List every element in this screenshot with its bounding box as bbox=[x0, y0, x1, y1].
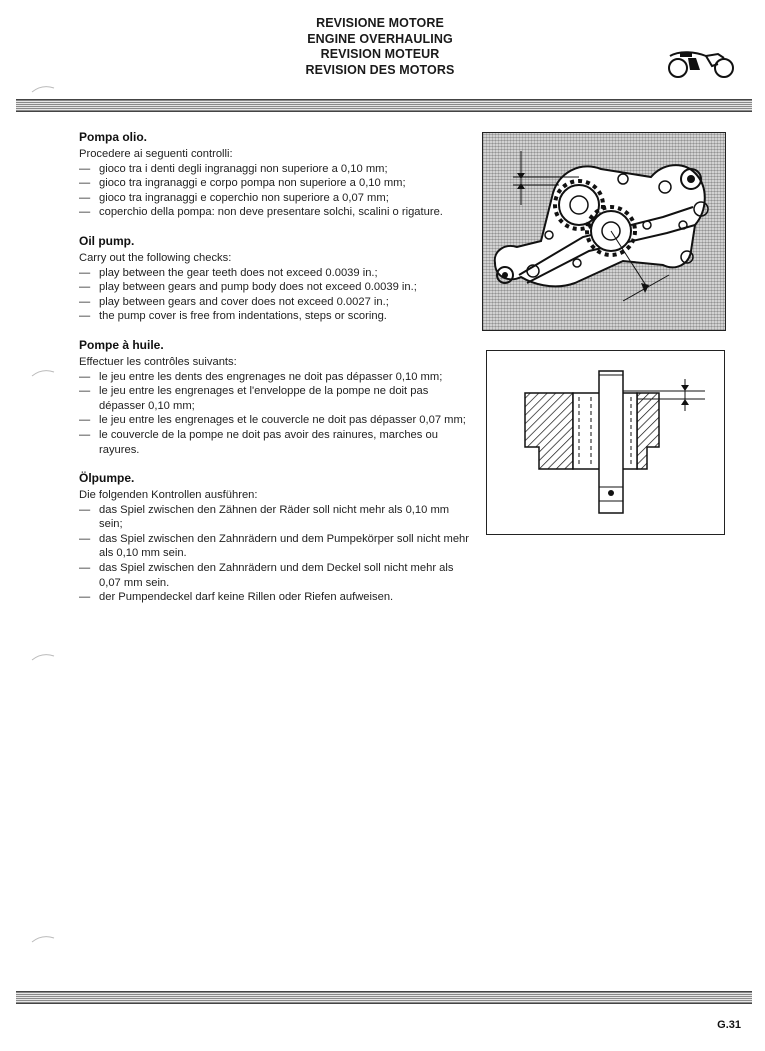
scan-mark-icon bbox=[30, 84, 56, 94]
header-title-en: ENGINE OVERHAULING bbox=[307, 31, 453, 46]
text-column bbox=[79, 130, 471, 619]
header-title-it: REVISIONE MOTORE bbox=[316, 16, 444, 30]
list-item: — das Spiel zwischen den Zahnrädern und dem Deckel soll nicht mehr als 0,07 mm sein. bbox=[79, 561, 471, 590]
section-french bbox=[79, 338, 471, 457]
oil-pump-section-diagram bbox=[486, 350, 725, 535]
section-heading: Oil pump. bbox=[79, 233, 135, 248]
list-item: — der Pumpendeckel darf keine Rillen oder Riefen aufweisen. bbox=[79, 590, 471, 605]
list-item: — das Spiel zwischen den Zahnrädern und dem Pumpekörper soll nicht mehr als 0,10 mm sein. bbox=[79, 532, 471, 561]
list-item: — le jeu entre les engrenages et l'enveloppe de la pompe ne doit pas dépasser 0,10 mm; bbox=[79, 384, 471, 413]
check-list bbox=[79, 370, 471, 458]
list-item: — gioco tra ingranaggi e coperchio non superiore a 0,07 mm; bbox=[79, 191, 471, 206]
list-item: — gioco tra i denti degli ingranaggi non superiore a 0,10 mm; bbox=[79, 162, 471, 177]
section-german bbox=[79, 471, 471, 605]
bottom-divider bbox=[16, 991, 752, 1004]
list-item: — coperchio della pompa: non deve presentare solchi, scalini o rigature. bbox=[79, 205, 471, 220]
section-intro: Die folgenden Kontrollen ausführen: bbox=[79, 489, 258, 502]
list-item: — play between gears and cover does not exceed 0.0027 in.; bbox=[79, 295, 471, 310]
list-item: — le jeu entre les dents des engrenages ne doit pas dépasser 0,10 mm; bbox=[79, 370, 471, 385]
scan-mark-icon bbox=[30, 368, 56, 378]
list-item: — play between the gear teeth does not exceed 0.0039 in.; bbox=[79, 266, 471, 281]
list-item: — le jeu entre les engrenages et le couvercle ne doit pas dépasser 0,07 mm; bbox=[79, 413, 471, 428]
section-intro: Carry out the following checks: bbox=[79, 251, 232, 264]
motorcycle-icon bbox=[666, 44, 736, 80]
section-intro: Effectuer les contrôles suivants: bbox=[79, 355, 237, 368]
section-english bbox=[79, 234, 471, 324]
scan-mark-icon bbox=[30, 934, 56, 944]
list-item: — gioco tra ingranaggi e corpo pompa non superiore a 0,10 mm; bbox=[79, 176, 471, 191]
section-italian bbox=[79, 130, 471, 220]
scan-mark-icon bbox=[30, 652, 56, 662]
list-item: — play between gears and pump body does not exceed 0.0039 in.; bbox=[79, 280, 471, 295]
top-divider bbox=[16, 99, 752, 112]
section-intro: Procedere ai seguenti controlli: bbox=[79, 148, 233, 160]
check-list bbox=[79, 266, 471, 324]
page-number: G.31 bbox=[717, 1019, 741, 1031]
section-heading: Pompa olio. bbox=[79, 130, 148, 144]
header-title-de: REVISION DES MOTORS bbox=[305, 62, 455, 77]
oil-pump-gear-diagram bbox=[482, 132, 726, 331]
list-item: — das Spiel zwischen den Zähnen der Räder soll nicht mehr als 0,10 mm sein; bbox=[79, 503, 471, 532]
section-heading: Pompe à huile. bbox=[79, 337, 164, 352]
list-item: — le couvercle de la pompe ne doit pas avoir des rainures, marches ou rayures. bbox=[79, 428, 471, 457]
header-title-fr: REVISION MOTEUR bbox=[320, 47, 440, 61]
check-list bbox=[79, 503, 471, 605]
page-header bbox=[220, 16, 540, 78]
list-item: — the pump cover is free from indentations, steps or scoring. bbox=[79, 309, 471, 324]
section-heading: Ölpumpe. bbox=[79, 471, 135, 486]
check-list bbox=[79, 162, 471, 220]
